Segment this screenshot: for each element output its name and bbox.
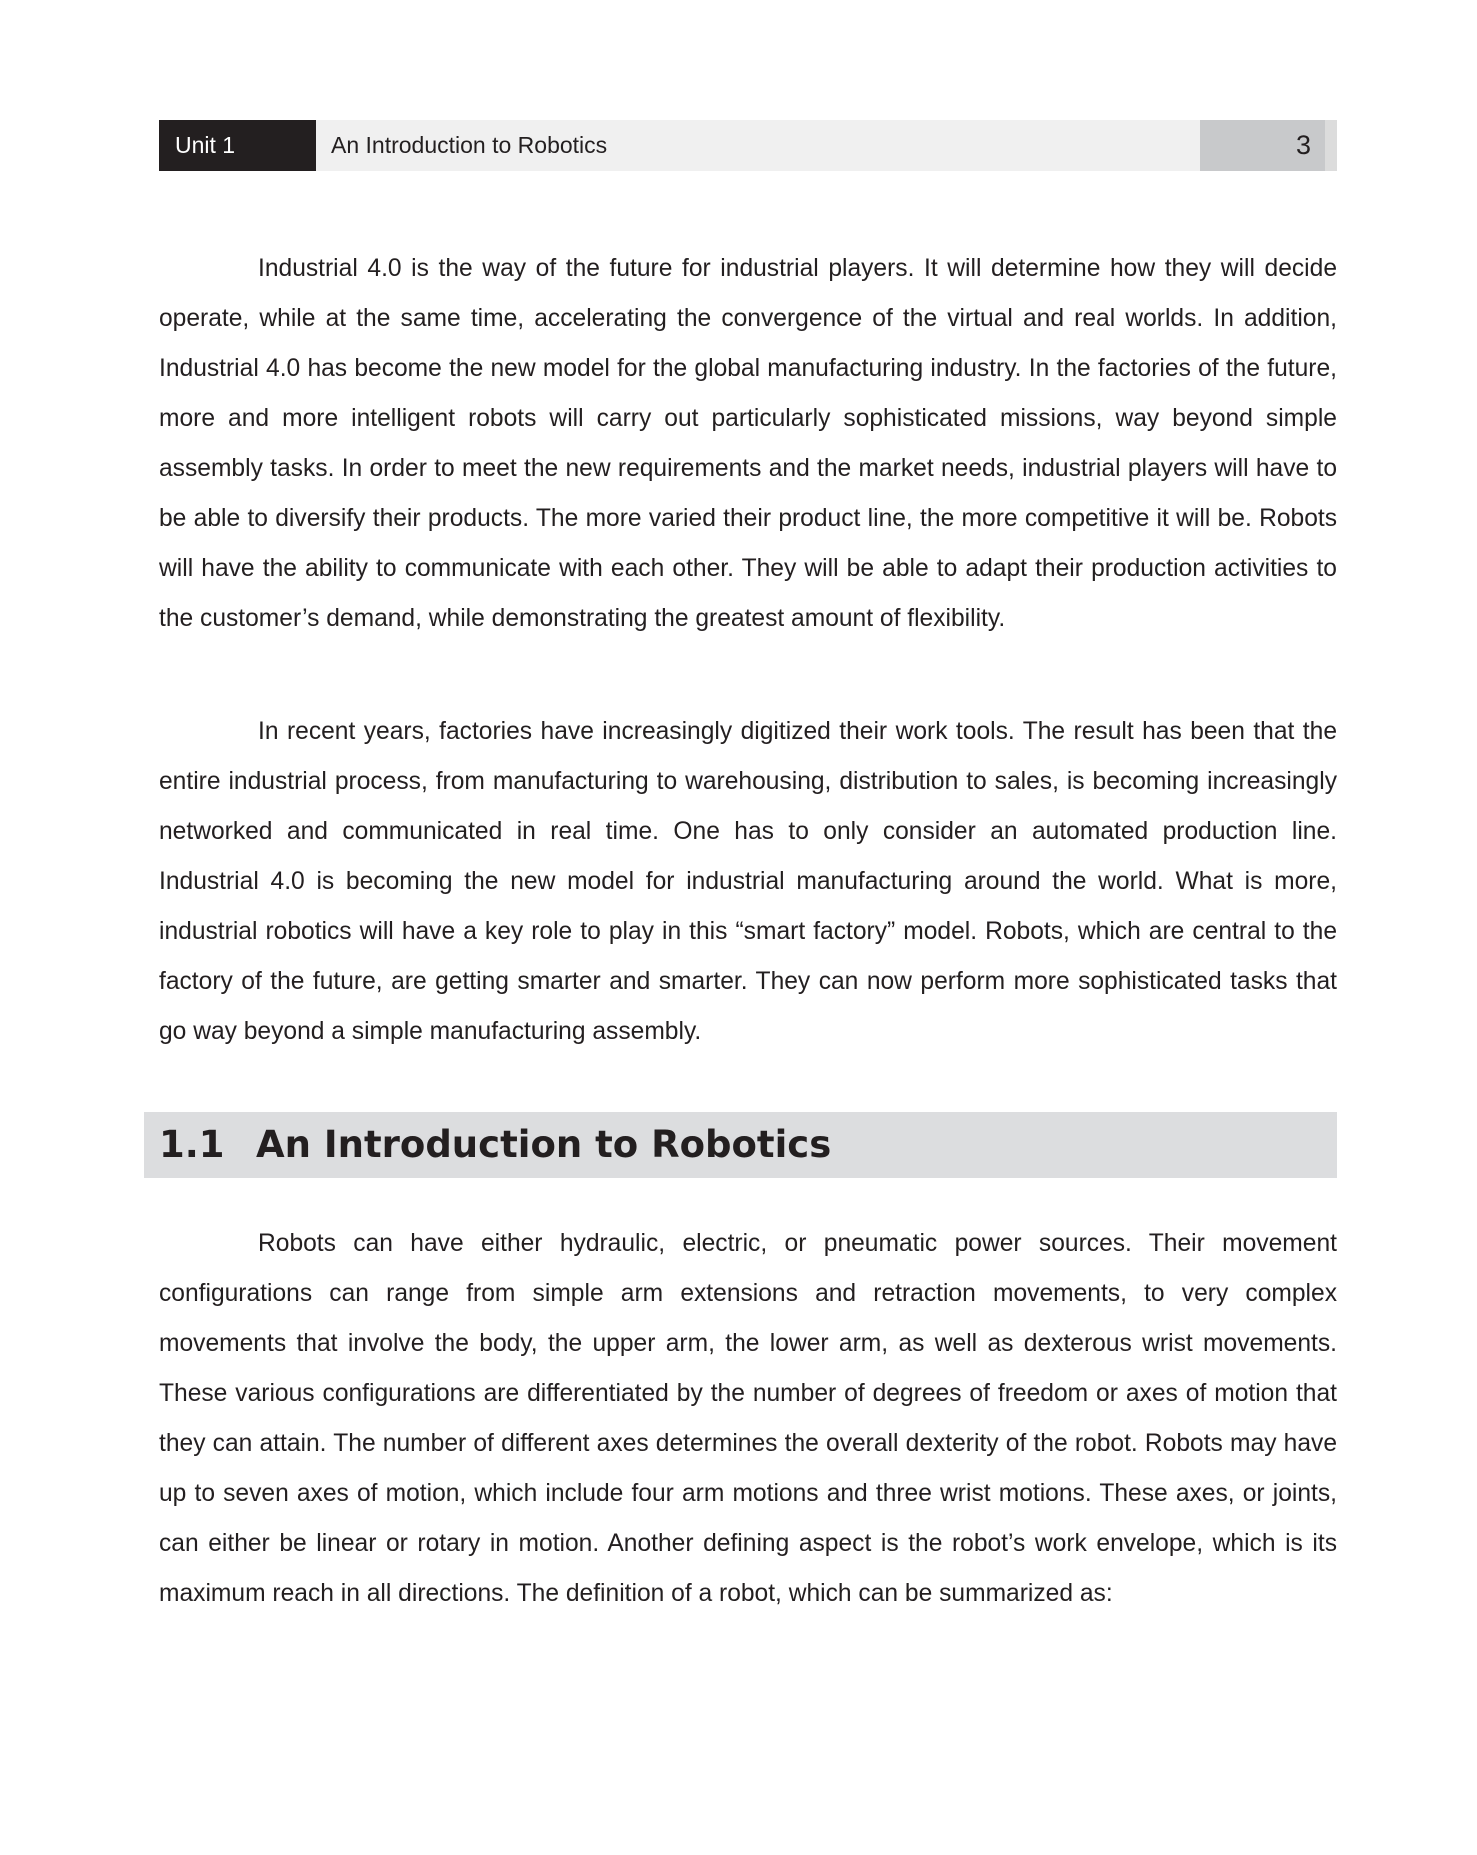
page-number: 3 <box>1295 130 1311 160</box>
body-paragraph: Industrial 4.0 is the way of the future for industrial players. It will determine how they will decide operate, while at the same time, accelerating the convergence of the virtual and real worlds. In addition, Industrial 4.0 has become the new model for the global manufacturing industry. In the factories of the future, more and more intelligent robots will carry out particularly sophisticated missions, way beyond simple assembly tasks. In order to meet the new requirements and the market needs, industrial players will have to be able to diversify their products. The more varied their product line, the more competitive it will be. Robots will have the ability to communicate with each other. They will be able to adapt their production activities to the customer’s demand, while demonstrating the greatest amount of flexibility. <box>159 255 1337 632</box>
page-number-box <box>1200 120 1337 171</box>
header-title: An Introduction to Robotics <box>331 132 608 158</box>
page-edge-strip <box>1325 120 1337 171</box>
body-paragraph: In recent years, factories have increasingly digitized their work tools. The result has been that the entire industrial process, from manufacturing to warehousing, distribution to sales, is becoming increasingly networked and communicated in real time. One has to only consider an automated production line. Industrial 4.0 is becoming the new model for industrial manufacturing around the world. What is more, industrial robotics will have a key role to play in this “smart factory” model. Robots, which are central to the factory of the future, are getting smarter and smarter. They can now perform more sophisticated tasks that go way beyond a simple manufacturing assembly. <box>159 718 1337 1045</box>
section-number: 1.1 <box>159 1123 225 1166</box>
unit-label: Unit 1 <box>159 120 316 171</box>
section-title: An Introduction to Robotics <box>256 1123 832 1166</box>
section-heading <box>144 1112 1337 1178</box>
running-header <box>159 120 1337 171</box>
body-paragraph: Robots can have either hydraulic, electric, or pneumatic power sources. Their movement configurations can range from simple arm extensions and retraction movements, to very complex movements that involve the body, the upper arm, the lower arm, as well as dexterous wrist movements. These various configurations are differentiated by the number of degrees of freedom or axes of motion that they can attain. The number of different axes determines the overall dexterity of the robot. Robots may have up to seven axes of motion, which include four arm motions and three wrist motions. These axes, or joints, can either be linear or rotary in motion. Another defining aspect is the robot’s work envelope, which is its maximum reach in all directions. The definition of a robot, which can be summarized as: <box>159 1230 1337 1607</box>
